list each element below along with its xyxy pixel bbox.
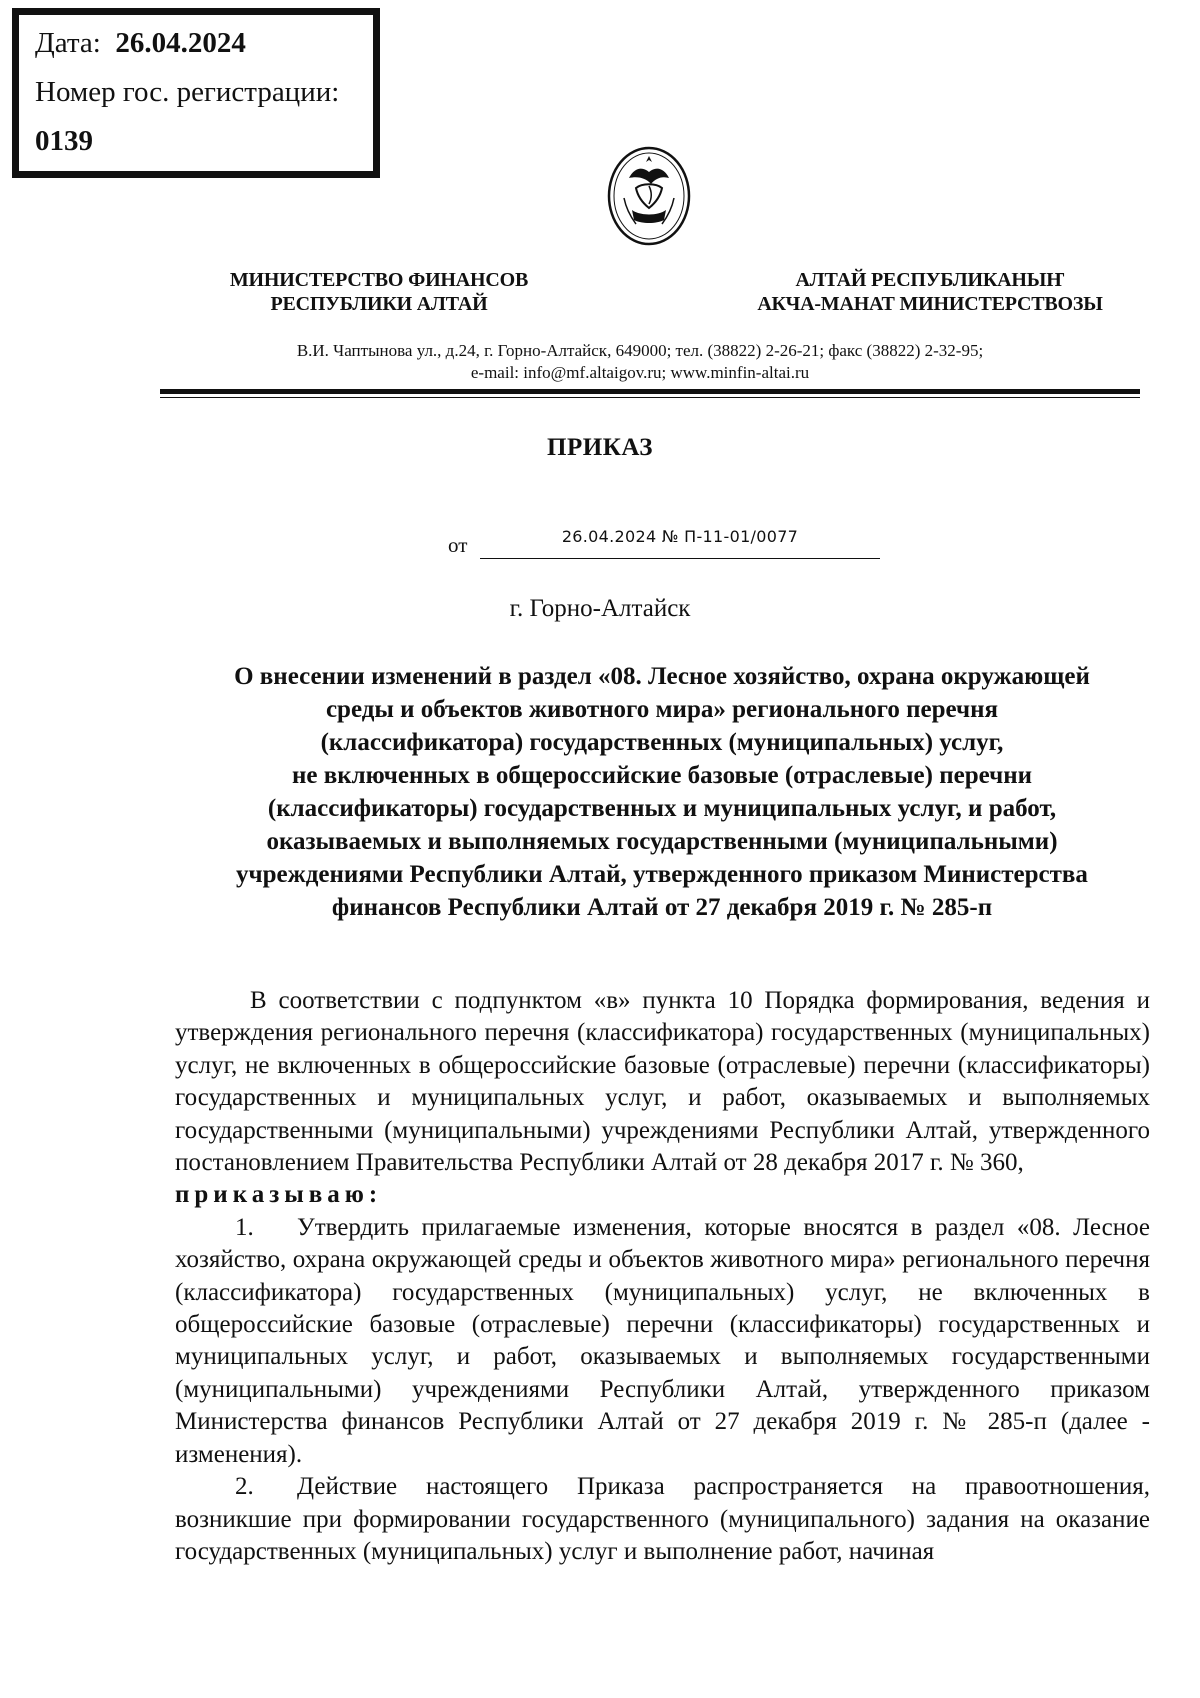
ministry-name-russian	[214, 268, 544, 316]
order-from-label: от	[448, 533, 468, 557]
ministry-left-line1: МИНИСТЕРСТВО ФИНАНСОВ	[229, 269, 529, 291]
ministry-left-line2: РЕСПУБЛИКИ АЛТАЙ	[270, 293, 488, 315]
heading-line: не включенных в общероссийские базовые (отраслевые) перечни	[291, 762, 1033, 789]
heading-line: О внесении изменений в раздел «08. Лесное хозяйство, охрана окружающей	[234, 663, 1090, 690]
registration-date-value: 26.04.2024	[115, 27, 246, 59]
ministry-right-line2: АКЧА-МАНАТ МИНИСТЕРСТВОЗЫ	[757, 293, 1103, 315]
header-divider-thick	[160, 389, 1140, 394]
body-intro-paragraph: В соответствии с подпунктом «в» пункта 10 Порядка формирования, ведения и утверждения регионального перечня (классификатора) государственных (муниципальных) услуг, не включенных в общероссийские базовые (отраслевые) перечни (классификаторы) государственных и муниципальных услуг, и работ, оказываемых и выполняемых государственными (муниципальными) учреждениями Республики Алтай, утвержденного постановлением Правительства Республики Алтай от 28 декабря 2017 г. № 360,	[175, 987, 1150, 1177]
body-decree-word: приказываю:	[175, 1181, 383, 1209]
header-divider-thin	[160, 397, 1140, 398]
document-body	[175, 985, 1150, 1568]
body-item-number: 1.	[235, 1213, 254, 1241]
heading-line: (классификаторы) государственных и муниципальных услуг, и работ,	[267, 795, 1057, 822]
registration-stamp-box	[12, 8, 380, 178]
registration-number-value: 0139	[35, 125, 93, 157]
body-item-text: Утвердить прилагаемые изменения, которые вносятся в раздел «08. Лесное хозяйство, охрана окружающей среды и объектов животного мира» регионального перечня (классификатора) государственных (муниципальных) услуг, не включенных в общероссийские базовые (отраслевые) перечни (классификаторы) государственных и муниципальных услуг, и работ, оказываемых и выполняемых государственными (муниципальными) учреждениями Республики Алтай, утвержденного приказом Министерства финансов Республики Алтай от 27 декабря 2019 г. № 285-п (далее - изменения).	[175, 1213, 1150, 1468]
address-line2: e-mail: info@mf.altaigov.ru; www.minfin-altai.ru	[470, 363, 810, 382]
body-item-text: Действие настоящего Приказа распространяется на правоотношения, возникшие при формировании государственного (муниципального) задания на оказание государственных (муниципальных) услуг и выполнение работ, начиная	[175, 1473, 1150, 1565]
heading-line: (классификатора) государственных (муниципальных) услуг,	[320, 729, 1004, 756]
address-line1: В.И. Чаптынова ул., д.24, г. Горно-Алтайск, 649000; тел. (38822) 2-26-21; факс (38822) 2-32-95;	[296, 341, 984, 360]
registration-date-label: Дата:	[35, 27, 101, 59]
order-city: г. Горно-Алтайск	[509, 595, 691, 622]
republic-altai-emblem-icon	[604, 138, 694, 248]
body-item-number: 2.	[235, 1473, 254, 1501]
ministry-right-line1: АЛТАЙ РЕСПУБЛИКАНЫҤ	[795, 269, 1065, 291]
registration-date-row	[35, 29, 361, 58]
heading-line: среды и объектов животного мира» регионального перечня	[325, 696, 999, 723]
ministry-name-altai	[730, 268, 1130, 316]
body-item	[175, 1471, 1150, 1568]
heading-line: учреждениями Республики Алтай, утвержденного приказом Министерства	[236, 861, 1088, 888]
order-number: 26.04.2024 № П-11-01/0077	[561, 527, 799, 546]
order-number-underline	[480, 558, 880, 559]
document-heading	[172, 660, 1152, 924]
heading-line: финансов Республики Алтай от 27 декабря 2019 г. № 285-п	[331, 894, 993, 921]
heading-line: оказываемых и выполняемых государственными (муниципальными)	[266, 828, 1058, 855]
body-item	[175, 1212, 1150, 1471]
registration-number-row	[35, 127, 361, 156]
ministry-address	[160, 340, 1120, 384]
order-title: ПРИКАЗ	[547, 434, 653, 461]
registration-number-label: Номер гос. регистрации:	[35, 76, 340, 108]
